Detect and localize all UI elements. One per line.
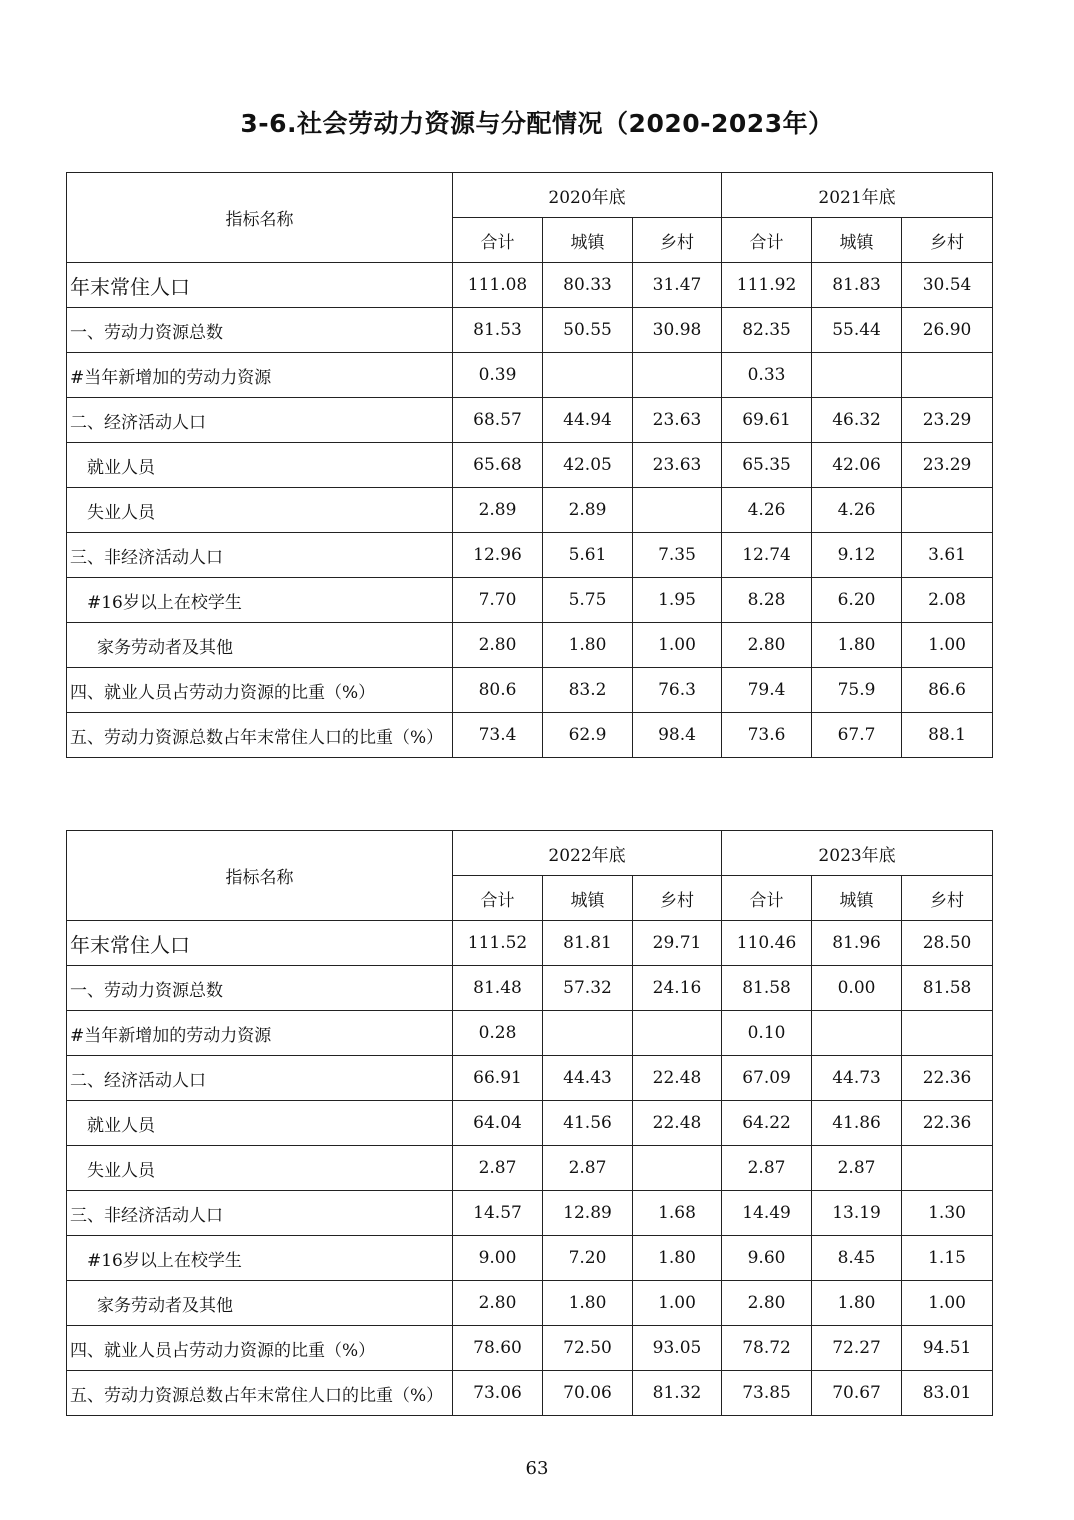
value-cell: 64.04 xyxy=(453,1101,543,1146)
area-header: 合计 xyxy=(722,876,812,921)
row-label: 五、劳动力资源总数占年末常住人口的比重（%） xyxy=(67,1371,453,1416)
value-cell: 28.50 xyxy=(902,921,993,966)
row-label: #当年新增加的劳动力资源 xyxy=(67,1011,453,1056)
area-header: 乡村 xyxy=(633,218,722,263)
value-cell: 1.80 xyxy=(543,1281,633,1326)
row-label: 家务劳动者及其他 xyxy=(67,623,453,668)
value-cell: 2.89 xyxy=(453,488,543,533)
row-label: 就业人员 xyxy=(67,1101,453,1146)
value-cell: 4.26 xyxy=(722,488,812,533)
value-cell: 1.80 xyxy=(812,623,902,668)
row-label: 就业人员 xyxy=(67,443,453,488)
value-cell: 2.80 xyxy=(722,623,812,668)
value-cell: 66.91 xyxy=(453,1056,543,1101)
area-header: 乡村 xyxy=(902,218,993,263)
table-row xyxy=(67,398,993,443)
value-cell: 12.74 xyxy=(722,533,812,578)
value-cell: 23.63 xyxy=(633,398,722,443)
value-cell: 24.16 xyxy=(633,966,722,1011)
value-cell: 81.58 xyxy=(722,966,812,1011)
value-cell: 22.36 xyxy=(902,1101,993,1146)
table-row xyxy=(67,263,993,308)
value-cell: 94.51 xyxy=(902,1326,993,1371)
table-row xyxy=(67,308,993,353)
value-cell: 1.95 xyxy=(633,578,722,623)
table-row xyxy=(67,533,993,578)
value-cell: 31.47 xyxy=(633,263,722,308)
table-row xyxy=(67,713,993,758)
value-cell: 2.89 xyxy=(543,488,633,533)
labor-table-2022-2023 xyxy=(66,830,993,1416)
value-cell: 83.2 xyxy=(543,668,633,713)
table-row xyxy=(67,1101,993,1146)
value-cell: 6.20 xyxy=(812,578,902,623)
row-label: 年末常住人口 xyxy=(67,921,453,966)
value-cell: 70.67 xyxy=(812,1371,902,1416)
value-cell: 13.19 xyxy=(812,1191,902,1236)
value-cell: 4.26 xyxy=(812,488,902,533)
value-cell: 9.00 xyxy=(453,1236,543,1281)
labor-table-2020-2021 xyxy=(66,172,993,758)
value-cell: 81.48 xyxy=(453,966,543,1011)
value-cell: 8.28 xyxy=(722,578,812,623)
value-cell: 50.55 xyxy=(543,308,633,353)
value-cell: 82.35 xyxy=(722,308,812,353)
area-header: 乡村 xyxy=(902,876,993,921)
value-cell: 79.4 xyxy=(722,668,812,713)
value-cell: 81.81 xyxy=(543,921,633,966)
value-cell: 1.15 xyxy=(902,1236,993,1281)
value-cell: 65.68 xyxy=(453,443,543,488)
area-header: 乡村 xyxy=(633,876,722,921)
value-cell: 22.48 xyxy=(633,1101,722,1146)
value-cell: 9.12 xyxy=(812,533,902,578)
year-header: 2020年底 xyxy=(453,173,722,218)
value-cell: 42.05 xyxy=(543,443,633,488)
value-cell: 81.32 xyxy=(633,1371,722,1416)
value-cell xyxy=(633,1146,722,1191)
table-row xyxy=(67,1056,993,1101)
value-cell: 2.80 xyxy=(722,1281,812,1326)
value-cell: 78.72 xyxy=(722,1326,812,1371)
table-row xyxy=(67,443,993,488)
value-cell xyxy=(633,488,722,533)
area-header: 合计 xyxy=(453,218,543,263)
year-header: 2022年底 xyxy=(453,831,722,876)
value-cell: 42.06 xyxy=(812,443,902,488)
row-label: #当年新增加的劳动力资源 xyxy=(67,353,453,398)
table-row xyxy=(67,488,993,533)
value-cell: 23.29 xyxy=(902,443,993,488)
value-cell: 55.44 xyxy=(812,308,902,353)
value-cell: 73.06 xyxy=(453,1371,543,1416)
table-row xyxy=(67,623,993,668)
table-row xyxy=(67,1011,993,1056)
value-cell: 73.6 xyxy=(722,713,812,758)
value-cell: 75.9 xyxy=(812,668,902,713)
value-cell: 72.27 xyxy=(812,1326,902,1371)
value-cell: 88.1 xyxy=(902,713,993,758)
value-cell: 2.80 xyxy=(453,1281,543,1326)
table-row xyxy=(67,668,993,713)
row-label: 五、劳动力资源总数占年末常住人口的比重（%） xyxy=(67,713,453,758)
year-header: 2023年底 xyxy=(722,831,993,876)
value-cell: 64.22 xyxy=(722,1101,812,1146)
value-cell: 83.01 xyxy=(902,1371,993,1416)
value-cell: 2.87 xyxy=(812,1146,902,1191)
area-header: 城镇 xyxy=(543,876,633,921)
value-cell: 67.7 xyxy=(812,713,902,758)
value-cell: 111.52 xyxy=(453,921,543,966)
value-cell: 7.70 xyxy=(453,578,543,623)
value-cell: 62.9 xyxy=(543,713,633,758)
value-cell: 1.00 xyxy=(633,623,722,668)
table-row xyxy=(67,1281,993,1326)
row-label: 一、劳动力资源总数 xyxy=(67,308,453,353)
row-label: 年末常住人口 xyxy=(67,263,453,308)
value-cell: 78.60 xyxy=(453,1326,543,1371)
value-cell: 41.86 xyxy=(812,1101,902,1146)
value-cell: 57.32 xyxy=(543,966,633,1011)
value-cell: 93.05 xyxy=(633,1326,722,1371)
value-cell: 0.39 xyxy=(453,353,543,398)
value-cell: 65.35 xyxy=(722,443,812,488)
value-cell: 98.4 xyxy=(633,713,722,758)
table-row xyxy=(67,1146,993,1191)
value-cell: 7.35 xyxy=(633,533,722,578)
area-header: 城镇 xyxy=(812,218,902,263)
value-cell: 23.63 xyxy=(633,443,722,488)
table-row xyxy=(67,578,993,623)
value-cell: 1.80 xyxy=(633,1236,722,1281)
value-cell: 0.28 xyxy=(453,1011,543,1056)
value-cell: 3.61 xyxy=(902,533,993,578)
value-cell: 14.49 xyxy=(722,1191,812,1236)
indicator-name-header: 指标名称 xyxy=(67,173,453,263)
value-cell: 2.87 xyxy=(453,1146,543,1191)
row-label: 一、劳动力资源总数 xyxy=(67,966,453,1011)
value-cell: 44.43 xyxy=(543,1056,633,1101)
value-cell xyxy=(902,1011,993,1056)
value-cell: 67.09 xyxy=(722,1056,812,1101)
row-label: 失业人员 xyxy=(67,488,453,533)
value-cell xyxy=(633,353,722,398)
value-cell: 7.20 xyxy=(543,1236,633,1281)
value-cell: 81.53 xyxy=(453,308,543,353)
value-cell xyxy=(812,1011,902,1056)
value-cell: 2.80 xyxy=(453,623,543,668)
value-cell: 81.58 xyxy=(902,966,993,1011)
value-cell: 0.10 xyxy=(722,1011,812,1056)
header-row-years xyxy=(67,173,993,218)
value-cell: 0.00 xyxy=(812,966,902,1011)
value-cell: 30.98 xyxy=(633,308,722,353)
row-label: #16岁以上在校学生 xyxy=(67,578,453,623)
value-cell: 44.73 xyxy=(812,1056,902,1101)
value-cell: 30.54 xyxy=(902,263,993,308)
value-cell: 81.83 xyxy=(812,263,902,308)
value-cell: 70.06 xyxy=(543,1371,633,1416)
value-cell: 44.94 xyxy=(543,398,633,443)
value-cell: 1.00 xyxy=(633,1281,722,1326)
area-header: 城镇 xyxy=(812,876,902,921)
area-header: 合计 xyxy=(453,876,543,921)
value-cell: 86.6 xyxy=(902,668,993,713)
value-cell: 41.56 xyxy=(543,1101,633,1146)
value-cell: 2.08 xyxy=(902,578,993,623)
area-header: 合计 xyxy=(722,218,812,263)
value-cell: 1.68 xyxy=(633,1191,722,1236)
table-row xyxy=(67,921,993,966)
row-label: 四、就业人员占劳动力资源的比重（%） xyxy=(67,668,453,713)
year-header: 2021年底 xyxy=(722,173,993,218)
value-cell: 76.3 xyxy=(633,668,722,713)
value-cell: 5.75 xyxy=(543,578,633,623)
row-label: 三、非经济活动人口 xyxy=(67,533,453,578)
value-cell: 81.96 xyxy=(812,921,902,966)
value-cell: 2.87 xyxy=(543,1146,633,1191)
table-row xyxy=(67,1191,993,1236)
row-label: 失业人员 xyxy=(67,1146,453,1191)
table-row xyxy=(67,966,993,1011)
value-cell: 26.90 xyxy=(902,308,993,353)
value-cell xyxy=(902,353,993,398)
value-cell: 0.33 xyxy=(722,353,812,398)
value-cell: 22.48 xyxy=(633,1056,722,1101)
row-label: #16岁以上在校学生 xyxy=(67,1236,453,1281)
page-title: 3-6.社会劳动力资源与分配情况（2020-2023年） xyxy=(240,109,834,138)
area-header: 城镇 xyxy=(543,218,633,263)
value-cell: 73.85 xyxy=(722,1371,812,1416)
value-cell: 22.36 xyxy=(902,1056,993,1101)
value-cell xyxy=(543,353,633,398)
header-row-years xyxy=(67,831,993,876)
value-cell: 72.50 xyxy=(543,1326,633,1371)
value-cell xyxy=(543,1011,633,1056)
value-cell: 68.57 xyxy=(453,398,543,443)
row-label: 三、非经济活动人口 xyxy=(67,1191,453,1236)
value-cell: 69.61 xyxy=(722,398,812,443)
value-cell xyxy=(812,353,902,398)
value-cell xyxy=(902,1146,993,1191)
value-cell xyxy=(633,1011,722,1056)
table-row xyxy=(67,1236,993,1281)
value-cell: 1.80 xyxy=(543,623,633,668)
value-cell: 9.60 xyxy=(722,1236,812,1281)
value-cell: 14.57 xyxy=(453,1191,543,1236)
value-cell xyxy=(902,488,993,533)
value-cell: 1.80 xyxy=(812,1281,902,1326)
value-cell: 5.61 xyxy=(543,533,633,578)
value-cell: 2.87 xyxy=(722,1146,812,1191)
value-cell: 23.29 xyxy=(902,398,993,443)
page-number: 63 xyxy=(525,1458,549,1479)
value-cell: 73.4 xyxy=(453,713,543,758)
value-cell: 8.45 xyxy=(812,1236,902,1281)
value-cell: 80.33 xyxy=(543,263,633,308)
value-cell: 29.71 xyxy=(633,921,722,966)
value-cell: 80.6 xyxy=(453,668,543,713)
value-cell: 1.00 xyxy=(902,1281,993,1326)
value-cell: 111.08 xyxy=(453,263,543,308)
row-label: 二、经济活动人口 xyxy=(67,1056,453,1101)
value-cell: 111.92 xyxy=(722,263,812,308)
value-cell: 1.00 xyxy=(902,623,993,668)
table-row xyxy=(67,1326,993,1371)
value-cell: 46.32 xyxy=(812,398,902,443)
row-label: 四、就业人员占劳动力资源的比重（%） xyxy=(67,1326,453,1371)
table-row xyxy=(67,353,993,398)
value-cell: 1.30 xyxy=(902,1191,993,1236)
row-label: 家务劳动者及其他 xyxy=(67,1281,453,1326)
value-cell: 12.96 xyxy=(453,533,543,578)
value-cell: 110.46 xyxy=(722,921,812,966)
table-row xyxy=(67,1371,993,1416)
indicator-name-header: 指标名称 xyxy=(67,831,453,921)
value-cell: 12.89 xyxy=(543,1191,633,1236)
row-label: 二、经济活动人口 xyxy=(67,398,453,443)
